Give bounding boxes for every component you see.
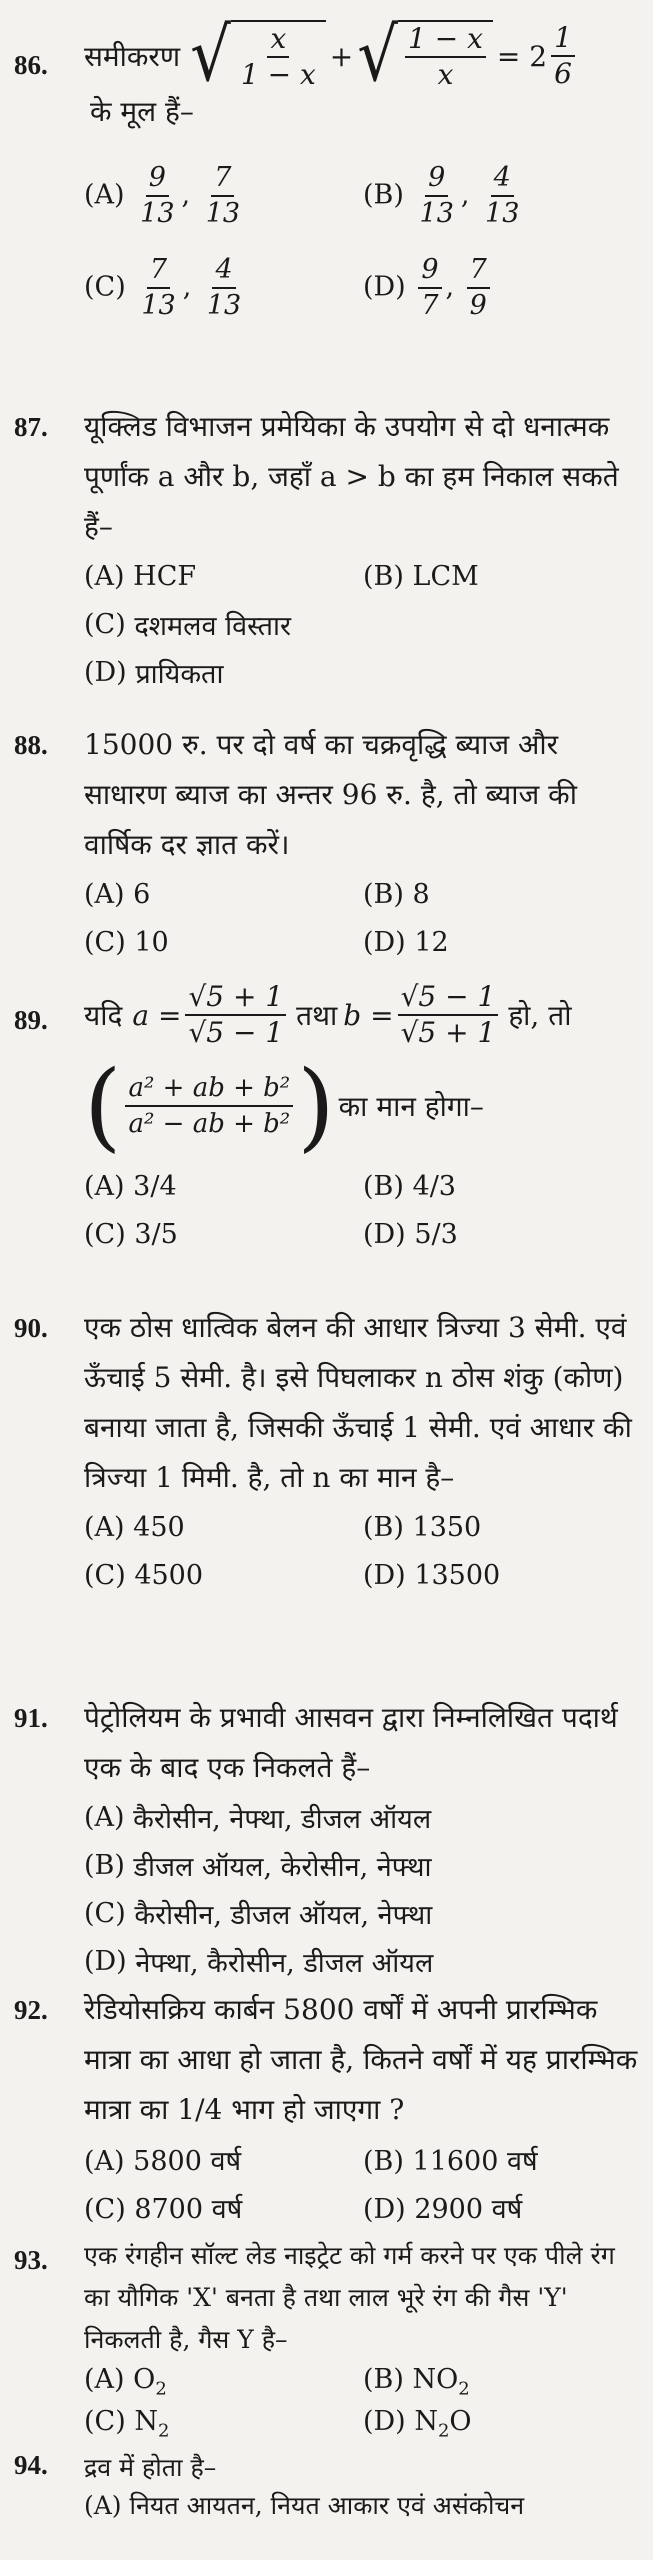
- question-number: 88.: [14, 730, 48, 760]
- question-number: 87.: [14, 412, 48, 442]
- question-text: समीकरण √ $\frac{x}{1 - x}$ + √ $\frac{1 - x}{x}$ = 2 $\frac{1}{6}$ के मूल हैं–: [84, 20, 642, 130]
- option-a[interactable]: (A) 5800 वर्ष: [84, 2145, 242, 2177]
- options: [84, 1793, 642, 1985]
- question-number: 91.: [14, 1703, 48, 1733]
- option-d[interactable]: (D) प्रायिकता: [84, 656, 224, 690]
- option-d[interactable]: (D) $\frac{9}{7}$ , $\frac{7}{9}$: [363, 253, 642, 323]
- option-a[interactable]: (A) HCF: [84, 560, 197, 592]
- question-text: यदि a = $\frac{√5 + 1}{√5 - 1}$ तथा b = $\frac{√5 - 1}{√5 + 1}$ हो, तो: [84, 980, 572, 1049]
- option-a[interactable]: (A) कैरोसीन, नेफ्था, डीजल ऑयल: [84, 1801, 432, 1835]
- option-a[interactable]: (A) $O_2$: [84, 2364, 167, 2400]
- option-d[interactable]: (D) 13500: [363, 1559, 501, 1591]
- option-d[interactable]: (D) 2900 वर्ष: [363, 2193, 523, 2225]
- question-number: 93.: [14, 2245, 48, 2275]
- question-text: यूक्लिड विभाजन प्रमेयिका के उपयोग से दो धनात्मक पूर्णांक a और b, जहाँ a > b का हम निकाल सकते हैं–: [84, 410, 619, 543]
- question-number: 92.: [14, 1995, 48, 2025]
- question-92: [14, 1985, 642, 2231]
- options: [84, 870, 642, 966]
- option-a[interactable]: (A) नियत आयतन, नियत आकार एवं असंकोचन: [84, 2491, 525, 2520]
- option-a[interactable]: (A) $\frac{9}{13}$ , $\frac{7}{13}$: [84, 162, 241, 229]
- option-c[interactable]: (C) कैरोसीन, डीजल ऑयल, नेफ्था: [84, 1897, 433, 1931]
- option-d[interactable]: (D) 5/3: [363, 1218, 458, 1250]
- question-text: एक रंगहीन सॉल्ट लेड नाइट्रेट को गर्म करने पर एक पीले रंग का यौगिक 'X' बनता है तथा लाल भूरे रंग की गैस 'Y' निकलती है, गैस Y है–: [84, 2241, 615, 2354]
- question-90: [14, 1303, 642, 1599]
- option-b[interactable]: (B) डीजल ऑयल, केरोसीन, नेफ्था: [84, 1849, 432, 1883]
- option-b[interactable]: (B) 1350: [363, 1511, 482, 1543]
- question-text: एक ठोस धात्विक बेलन की आधार त्रिज्या 3 सेमी. एवं ऊँचाई 5 सेमी. है। इसे पिघलाकर n ठोस शंकु (कोण) बनाया जाता है, जिसकी ऊँचाई 1 सेमी. एवं आधार की त्रिज्या 1 मिमी. है, तो n का मान है–: [84, 1311, 632, 1494]
- question-number: 86.: [14, 50, 48, 80]
- question-number: 90.: [14, 1313, 48, 1343]
- option-d[interactable]: (D) $N_2O$: [363, 2406, 472, 2442]
- options: [84, 552, 642, 696]
- options: [84, 2135, 642, 2231]
- question-94: [14, 2448, 642, 2524]
- option-c[interactable]: (C) 4500: [84, 1559, 204, 1591]
- options: [84, 2361, 642, 2445]
- question-number: 94.: [14, 2450, 48, 2480]
- option-a[interactable]: (A) 3/4: [84, 1170, 177, 1202]
- question-89: [14, 980, 642, 1258]
- option-c[interactable]: (C) 3/5: [84, 1218, 178, 1250]
- option-a[interactable]: (A) 6: [84, 878, 151, 910]
- expression: ( $\frac{\text{a² + ab + b²}}{\text{a² − ab + b²}}$ ) का मान होगा–: [84, 1050, 484, 1162]
- option-b[interactable]: (B) 8: [363, 878, 430, 910]
- question-87: [14, 402, 642, 696]
- option-c[interactable]: (C) 8700 वर्ष: [84, 2193, 243, 2225]
- option-c[interactable]: (C) 10: [84, 926, 169, 958]
- radical-term-2: √ $\frac{1 - x}{x}$: [357, 20, 493, 92]
- question-93: [14, 2235, 642, 2445]
- options: [84, 1503, 642, 1599]
- question-88: [14, 720, 642, 966]
- options: [84, 1162, 642, 1258]
- option-d[interactable]: (D) नेफ्था, कैरोसीन, डीजल ऑयल: [84, 1945, 434, 1979]
- question-91: [14, 1693, 642, 1985]
- radical-term-1: √ $\frac{x}{1 - x}$: [190, 20, 326, 92]
- option-b[interactable]: (B) $\frac{9}{13}$ , $\frac{4}{13}$: [363, 162, 520, 229]
- options: [84, 2488, 642, 2524]
- question-text: 15000 रु. पर दो वर्ष का चक्रवृद्धि ब्याज और साधारण ब्याज का अन्तर 96 रु. है, तो ब्याज की वार्षिक दर ज्ञात करें।: [84, 728, 577, 861]
- question-text: पेट्रोलियम के प्रभावी आसवन द्वारा निम्नलिखित पदार्थ एक के बाद एक निकलते हैं–: [84, 1701, 618, 1784]
- option-c[interactable]: (C) $N_2$: [84, 2406, 170, 2442]
- question-suffix: के मूल हैं–: [90, 95, 194, 128]
- option-d[interactable]: (D) 12: [363, 926, 449, 958]
- option-b[interactable]: (B) LCM: [363, 560, 479, 592]
- option-c[interactable]: (C) दशमलव विस्तार: [84, 608, 292, 642]
- options: [84, 150, 642, 334]
- option-b[interactable]: (B) 4/3: [363, 1170, 456, 1202]
- option-b[interactable]: (B) 11600 वर्ष: [363, 2145, 538, 2177]
- option-c[interactable]: (C) $\frac{7}{13}$ , $\frac{4}{13}$: [84, 254, 242, 321]
- question-number: 89.: [14, 1005, 48, 1035]
- question-86: [14, 13, 642, 334]
- question-text: रेडियोसक्रिय कार्बन 5800 वर्षों में अपनी प्रारम्भिक मात्रा का आधा हो जाता है, कितने वर्षों में यह प्रारम्भिक मात्रा का 1/4 भाग हो जाएगा ?: [84, 1993, 638, 2126]
- question-text: द्रव में होता है–: [84, 2453, 217, 2482]
- option-a[interactable]: (A) 450: [84, 1511, 185, 1543]
- question-prefix: समीकरण: [84, 40, 181, 73]
- option-b[interactable]: (B) $NO_2$: [363, 2364, 470, 2400]
